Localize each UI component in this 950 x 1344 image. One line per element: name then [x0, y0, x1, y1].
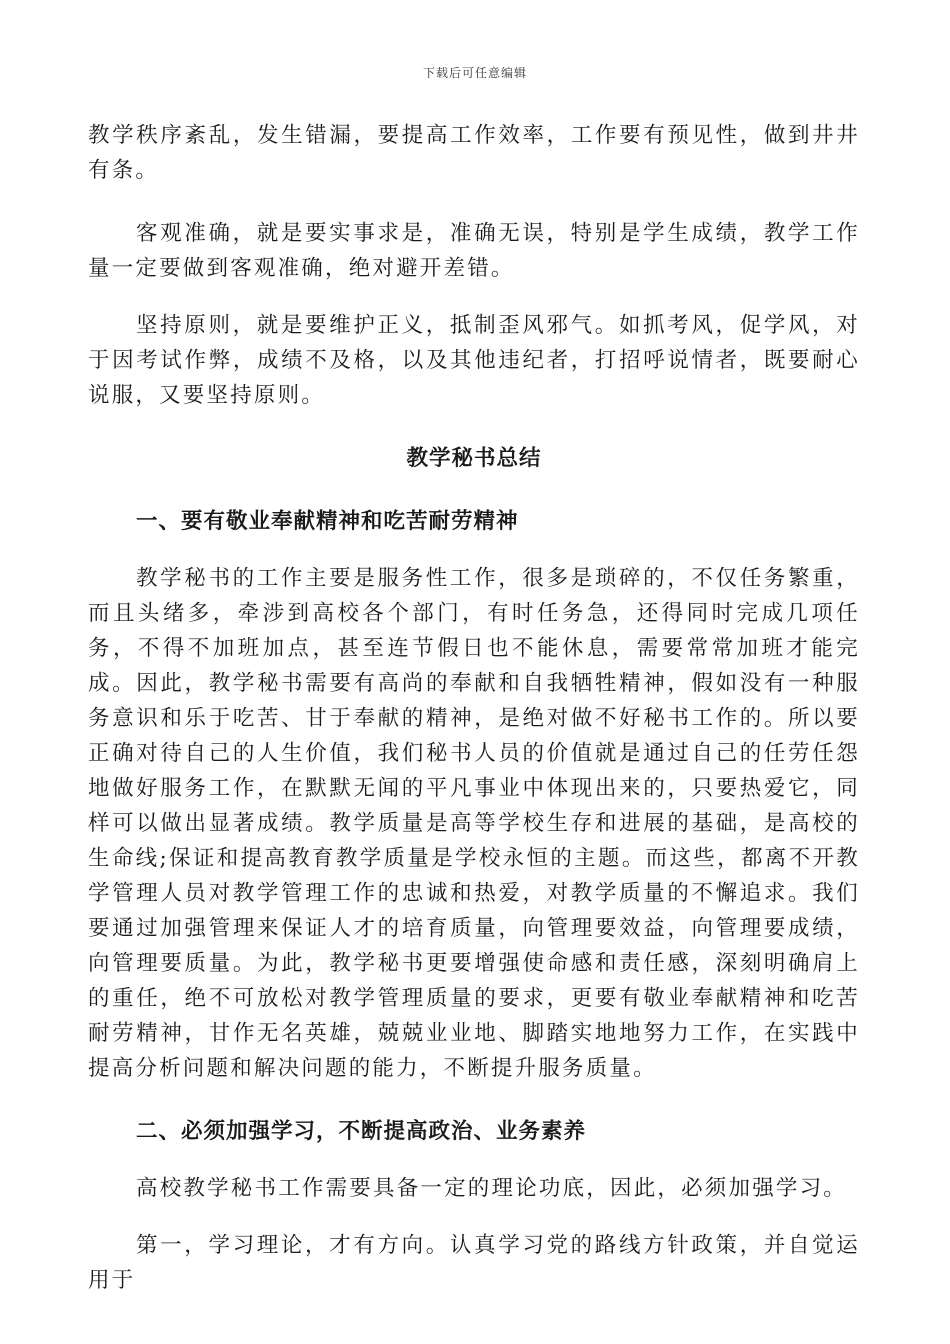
- paragraph-study-intro: 高校教学秘书工作需要具备一定的理论功底，因此，必须加强学习。: [136, 1176, 848, 1201]
- heading-dedication: 一、要有敬业奉献精神和吃苦耐劳精神: [136, 509, 519, 534]
- paragraph-dedication: 教学秘书的工作主要是服务性工作，很多是琐碎的，不仅任务繁重，而且头绪多，牵涉到高校各个部门，有时任务急，还得同时完成几项任务，不得不加班加点，甚至连节假日也不能休息，需要常常加班才能完成。因此，教学秘书需要有高尚的奉献和自我牺牲精神，假如没有一种服务意识和乐于吃苦、甘于奉献的精神，是绝对做不好秘书工作的。所以要正确对待自己的人生价值，我们秘书人员的价值就是通过自己的任劳任怨地做好服务工作，在默默无闻的平凡事业中体现出来的，只要热爱它，同样可以做出显著成绩。教学质量是高等学校生存和进展的基础，是高校的生命线;保证和提高教育教学质量是学校永恒的主题。而这些，都离不开教学管理人员对教学管理工作的忠诚和热爱，对教学质量的不懈追求。我们要通过加强管理来保证人才的培育质量，向管理要效益，向管理要成绩，向管理要质量。为此，教学秘书更要增强使命感和责任感，深刻明确肩上的重任，绝不可放松对教学管理质量的要求，更要有敬业奉献精神和吃苦耐劳精神，甘作无名英雄，兢兢业业地、脚踏实地地努力工作，在实践中提高分析问题和解决问题的能力，不断提升服务质量。: [88, 566, 860, 1081]
- paragraph-continuation: 教学秩序紊乱，发生错漏，要提高工作效率，工作要有预见性，做到井井有条。: [88, 123, 860, 183]
- paragraph-objective-accuracy: 客观准确，就是要实事求是，准确无误，特别是学生成绩，教学工作量一定要做到客观准确，绝对避开差错。: [88, 221, 860, 281]
- heading-study: 二、必须加强学习，不断提高政治、业务素养: [136, 1119, 587, 1144]
- document-body: [88, 118, 860, 1326]
- paragraph-study-theory: 第一，学习理论，才有方向。认真学习党的路线方针政策，并自觉运用于: [88, 1233, 860, 1293]
- section-title: 教学秘书总结: [406, 446, 542, 471]
- paragraph-adhere-principles: 坚持原则，就是要维护正义，抵制歪风邪气。如抓考风，促学风，对于因考试作弊，成绩不及格，以及其他违纪者，打招呼说情者，既要耐心说服，又要坚持原则。: [88, 313, 860, 408]
- page-header: 下载后可任意编辑: [422, 66, 527, 80]
